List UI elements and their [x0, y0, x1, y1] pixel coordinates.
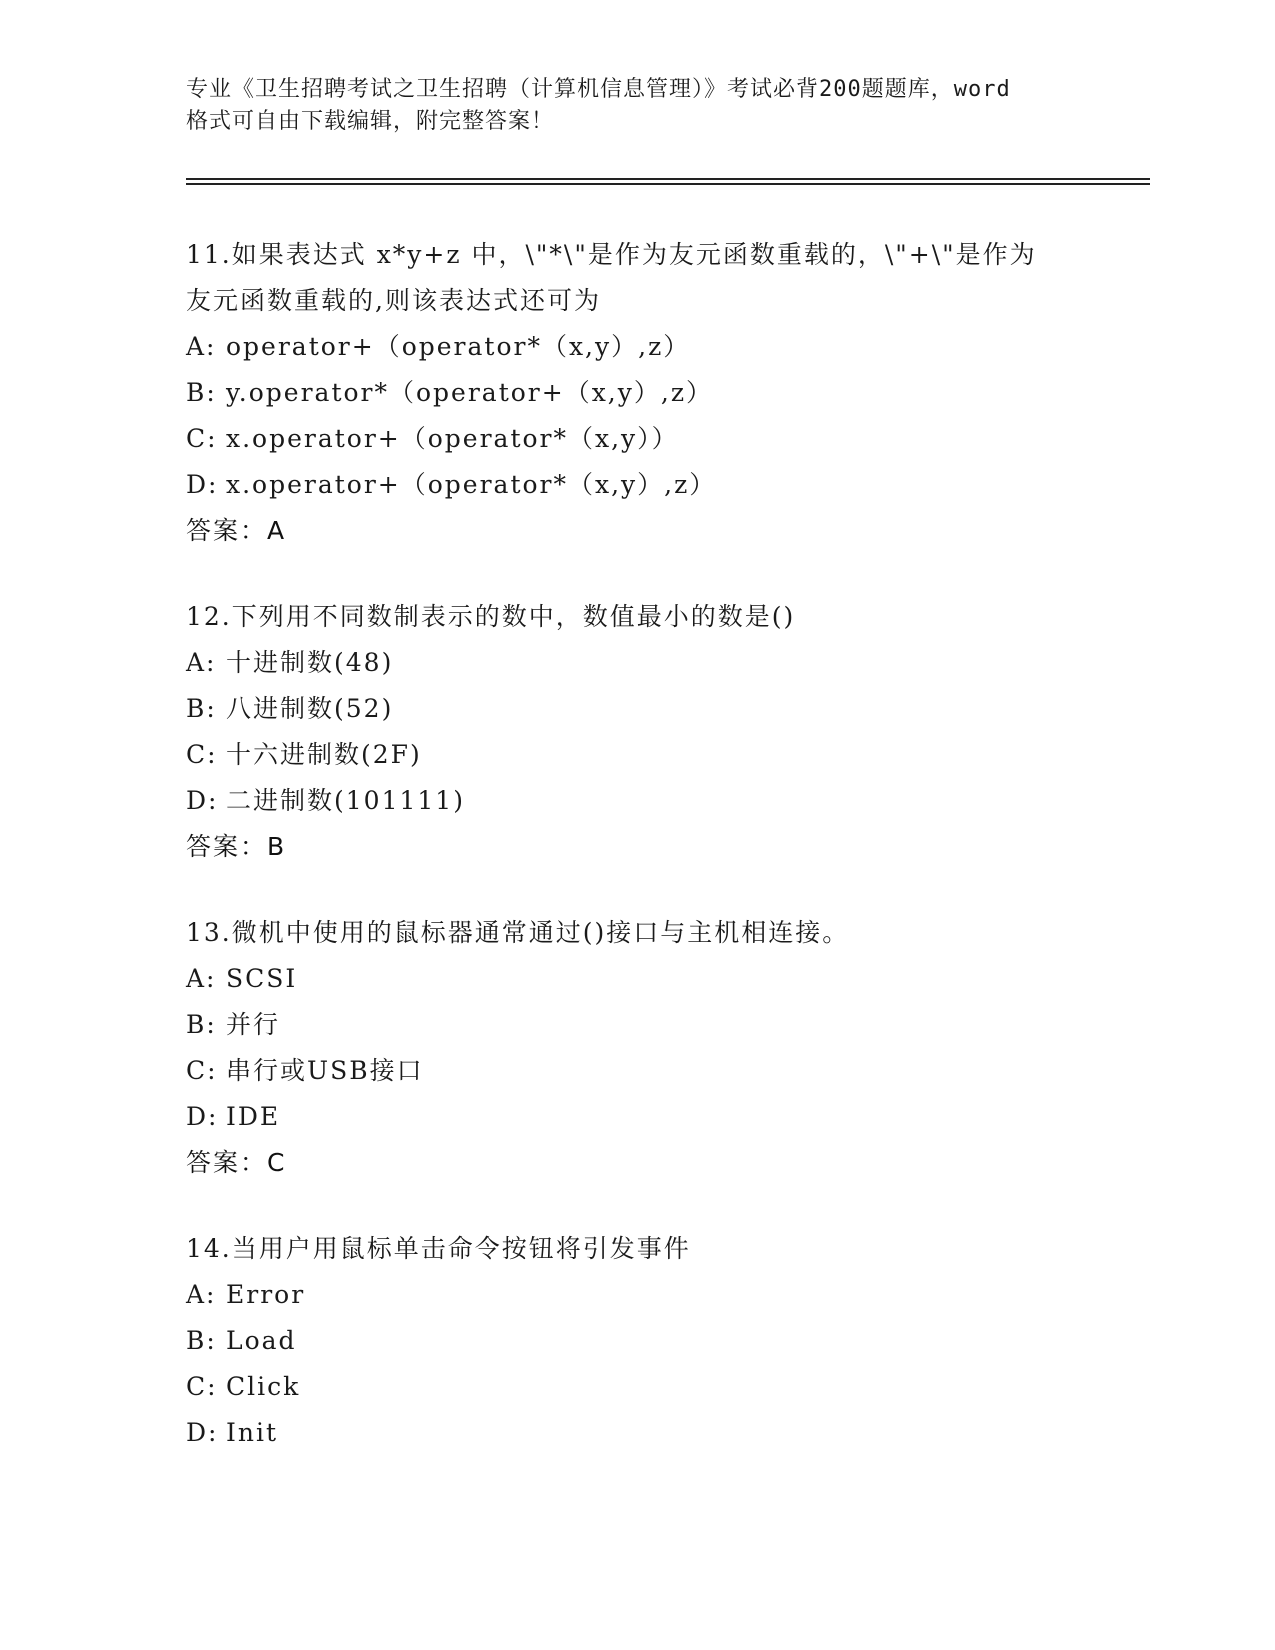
option-letter: A: [186, 964, 217, 993]
answer-line: 答案：B [186, 832, 287, 861]
option-letter: D: [186, 786, 219, 815]
question-11 [186, 232, 1116, 554]
option-text: x.operator+（operator*（x,y）） [226, 424, 679, 453]
answer-line: 答案：A [186, 516, 287, 545]
option-letter: D: [186, 470, 219, 499]
option-letter: D: [186, 1418, 219, 1447]
question-stem: 11.如果表达式 x*y+z 中，\"*\"是作为友元函数重载的，\"+\"是作为 [186, 240, 1037, 269]
option-c [186, 1364, 1116, 1410]
option-b [186, 1318, 1116, 1364]
option-text: 二进制数(101111) [226, 786, 465, 815]
option-a [186, 640, 1116, 686]
option-letter: C: [186, 1056, 218, 1085]
option-letter: C: [186, 1372, 218, 1401]
option-text: 串行或USB接口 [226, 1056, 424, 1085]
document-header [186, 74, 1106, 138]
option-text: x.operator+（operator*（x,y）,z） [226, 470, 717, 499]
option-b [186, 370, 1116, 416]
option-c [186, 1048, 1116, 1094]
option-text: Click [226, 1372, 301, 1401]
option-text: IDE [226, 1102, 281, 1131]
question-stem: 13.微机中使用的鼠标器通常通过()接口与主机相连接。 [186, 918, 850, 947]
option-letter: B: [186, 1010, 217, 1039]
question-stem: 12.下列用不同数制表示的数中，数值最小的数是() [186, 602, 796, 631]
question-12 [186, 594, 1116, 870]
option-text: Error [226, 1280, 306, 1309]
option-text: 十六进制数(2F) [226, 740, 422, 769]
option-b [186, 686, 1116, 732]
option-letter: B: [186, 1326, 217, 1355]
option-letter: D: [186, 1102, 219, 1131]
option-d [186, 1410, 1116, 1456]
option-a [186, 956, 1116, 1002]
option-c [186, 732, 1116, 778]
option-d [186, 462, 1116, 508]
option-a [186, 324, 1116, 370]
option-text: 十进制数(48) [226, 648, 394, 677]
option-letter: C: [186, 424, 218, 453]
header-title-line-1: 专业《卫生招聘考试之卫生招聘（计算机信息管理）》考试必背200题题库，word [186, 77, 1011, 102]
option-b [186, 1002, 1116, 1048]
header-title-line-2: 格式可自由下载编辑，附完整答案！ [186, 109, 555, 134]
question-13 [186, 910, 1116, 1186]
option-text: SCSI [226, 964, 298, 993]
option-text: Load [226, 1326, 297, 1355]
option-letter: A: [186, 1280, 217, 1309]
option-text: 八进制数(52) [226, 694, 394, 723]
header-divider-bottom [186, 183, 1150, 185]
question-list [186, 232, 1116, 1496]
option-letter: A: [186, 648, 217, 677]
option-text: 并行 [226, 1010, 281, 1039]
option-c [186, 416, 1116, 462]
option-d [186, 1094, 1116, 1140]
option-letter: C: [186, 740, 218, 769]
answer-line: 答案：C [186, 1148, 287, 1177]
question-stem-continuation: 友元函数重载的,则该表达式还可为 [186, 286, 601, 315]
option-a [186, 1272, 1116, 1318]
option-letter: B: [186, 378, 217, 407]
option-d [186, 778, 1116, 824]
header-divider-top [186, 178, 1150, 180]
option-text: operator+（operator*（x,y）,z） [226, 332, 691, 361]
question-14 [186, 1226, 1116, 1456]
option-text: y.operator*（operator+（x,y）,z） [226, 378, 713, 407]
option-letter: A: [186, 332, 217, 361]
option-letter: B: [186, 694, 217, 723]
option-text: Init [226, 1418, 279, 1447]
question-stem: 14.当用户用鼠标单击命令按钮将引发事件 [186, 1234, 691, 1263]
